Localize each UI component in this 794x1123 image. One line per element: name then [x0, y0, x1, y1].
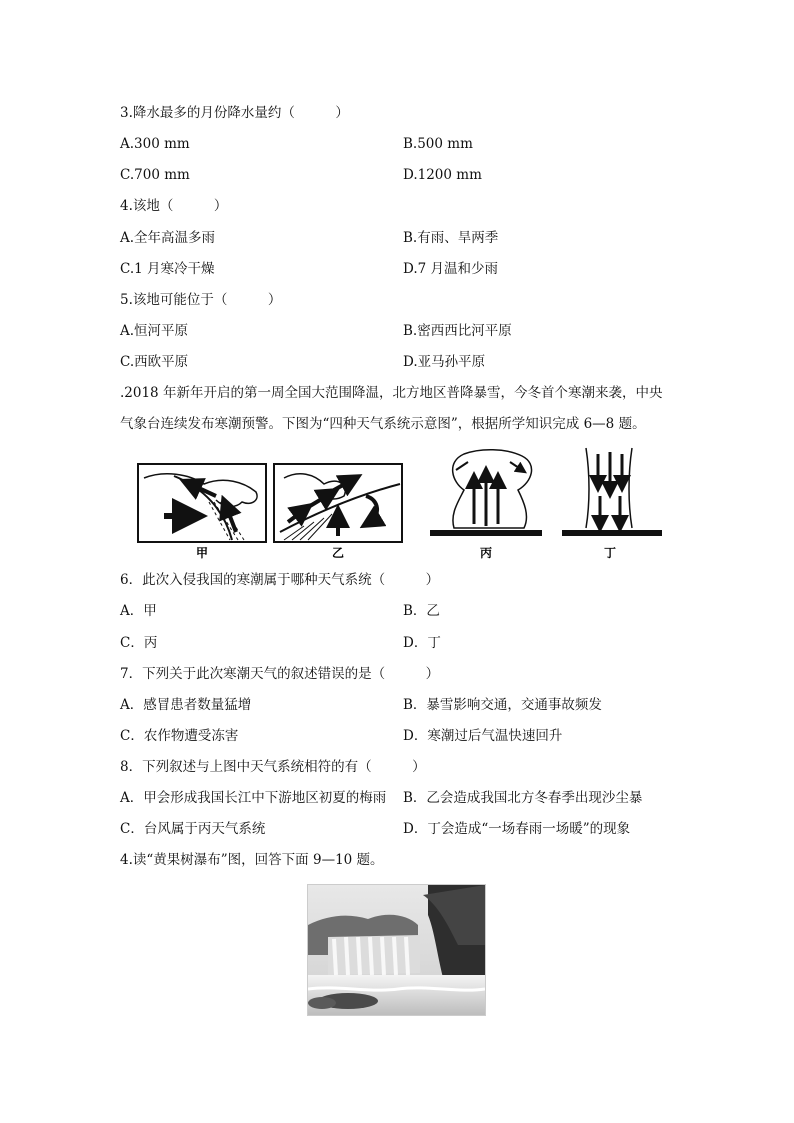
q4-option-c: C.1 月寒冷干燥: [120, 261, 215, 277]
q5-option-d: D.亚马孙平原: [403, 354, 486, 370]
label-bing: 丙: [479, 546, 493, 560]
q7-option-b: B．暴雪影响交通，交通事故频发: [403, 697, 602, 713]
panel-jia: [138, 464, 266, 542]
q6-option-c: C．丙: [120, 635, 158, 651]
panel-yi: [274, 464, 402, 542]
q5-stem: 5.该地可能位于（ ）: [120, 292, 282, 308]
q3-option-b: B.500 mm: [403, 136, 473, 152]
q8-stem: 8．下列叙述与上图中天气系统相符的有（ ）: [120, 759, 426, 775]
q8-option-c: C．台风属于丙天气系统: [120, 821, 266, 837]
q5-option-a: A.恒河平原: [120, 323, 189, 339]
q3-option-a: A.300 mm: [120, 136, 190, 152]
q4-option-d: D.7 月温和少雨: [403, 261, 499, 277]
passage2-text: 4.读“黄果树瀑布”图，回答下面 9—10 题。: [120, 852, 384, 868]
q4-option-a: A.全年高温多雨: [120, 230, 216, 246]
q5-option-b: B.密西西比河平原: [403, 323, 512, 339]
q3-option-d: D.1200 mm: [403, 167, 482, 183]
weather-systems-figure: [134, 440, 664, 560]
q8-option-d: D．丁会造成“一场春雨一场暖”的现象: [403, 821, 631, 837]
panel-ding: [562, 448, 662, 536]
q5-option-c: C.西欧平原: [120, 354, 189, 370]
q4-option-b: B.有雨、旱两季: [403, 230, 499, 246]
q6-stem: 6．此次入侵我国的寒潮属于哪种天气系统（ ）: [120, 572, 440, 588]
panel-bing: [430, 450, 542, 536]
q7-stem: 7．下列关于此次寒潮天气的叙述错误的是（ ）: [120, 666, 440, 682]
q6-option-a: A．甲: [120, 603, 157, 619]
weather-systems-diagram: [134, 440, 664, 560]
waterfall-image: [308, 885, 485, 1015]
waterfall-photo: [307, 884, 486, 1016]
label-jia: 甲: [195, 546, 209, 560]
q8-option-b: B．乙会造成我国北方冬春季出现沙尘暴: [403, 790, 643, 806]
q3-stem: 3.降水最多的月份降水量约（ ）: [120, 105, 349, 121]
q3-option-c: C.700 mm: [120, 167, 190, 183]
q6-option-d: D．丁: [403, 635, 441, 651]
passage-line-2: 气象台连续发布寒潮预警。下图为“四种天气系统示意图”，根据所学知识完成 6—8 题。: [120, 416, 646, 432]
label-yi: 乙: [331, 546, 345, 560]
q7-option-d: D．寒潮过后气温快速回升: [403, 728, 563, 744]
q6-option-b: B．乙: [403, 603, 440, 619]
q4-stem: 4.该地（ ）: [120, 198, 228, 214]
label-ding: 丁: [603, 546, 617, 560]
q7-option-c: C．农作物遭受冻害: [120, 728, 239, 744]
passage-line-1: .2018 年新年开启的第一周全国大范围降温，北方地区普降暴雪，今冬首个寒潮来袭，中央: [120, 385, 663, 401]
q7-option-a: A．感冒患者数量猛增: [120, 697, 252, 713]
q8-option-a: A．甲会形成我国长江中下游地区初夏的梅雨: [120, 790, 387, 806]
